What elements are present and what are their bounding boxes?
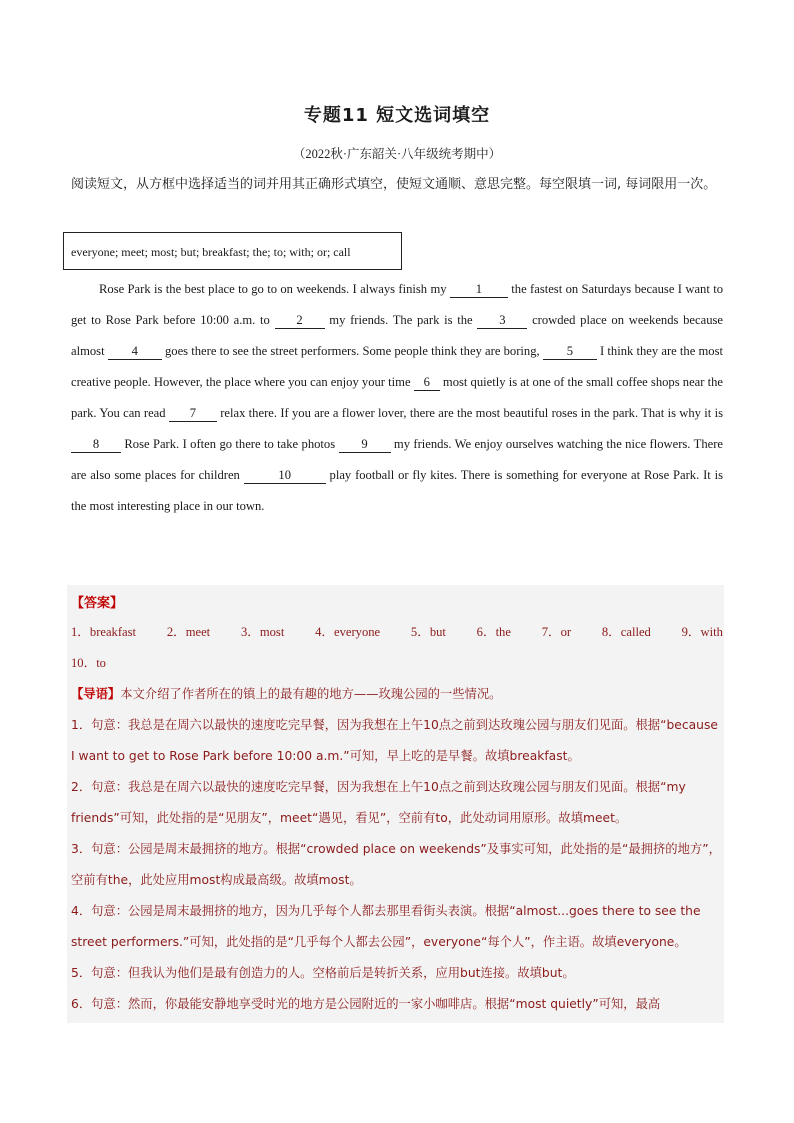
passage-text: crowded place on weekends because almost xyxy=(71,313,723,358)
word-box: everyone; meet; most; but; breakfast; the; to; with; or; call xyxy=(63,232,402,270)
passage-text: my friends. The park is the xyxy=(324,313,478,327)
answer-item: 8．called xyxy=(601,625,651,639)
passage-text: my friends. We enjoy ourselves watching the nice flowers. There are also some places for children xyxy=(71,437,723,482)
blank-10: 10 xyxy=(244,468,326,484)
passage-text: Rose Park is the best place to go to on weekends. I always finish my xyxy=(99,282,450,296)
instructions: 阅读短文，从方框中选择适当的词并用其正确形式填空，使短文通顺、意思完整。每空限填一词, 每词限用一次。 xyxy=(71,177,717,192)
guide-intro-line xyxy=(71,679,723,710)
guide-label: 【导语】 xyxy=(71,687,121,701)
answer-item: 5．but xyxy=(410,625,446,639)
blank-8: 8 xyxy=(71,437,121,453)
guide-intro: 本文介绍了作者所在的镇上的最有趣的地方——玫瑰公园的一些情况。 xyxy=(120,687,502,701)
guide-explanation: 2．句意：我总是在周六以最快的速度吃完早餐，因为我想在上午10点之前到达玫瑰公园与朋友们见面。根据“my friends”可知，此处指的是“见朋友”，meet“遇见，看见”，空前有to，此处动词用原形。故填meet。 xyxy=(71,780,686,825)
answer-heading: 【答案】 xyxy=(71,596,124,611)
blank-1: 1 xyxy=(450,282,508,298)
answer-item: 9．with xyxy=(681,625,723,639)
guide-explanation: 4．句意：公园是周末最拥挤的地方，因为几乎每个人都去那里看街头表演。根据“almost...goes there to see the street performers.”可知，此处指的是“几乎每个人都去公园”，everyone“每个人”，作主语。故填everyone。 xyxy=(71,904,701,949)
source-subtitle: （2022秋·广东韶关·八年级统考期中） xyxy=(292,147,502,161)
blank-3: 3 xyxy=(477,313,527,329)
answer-item: 4．everyone xyxy=(315,625,381,639)
guide-explanation: 6．句意：然而，你最能安静地享受时光的地方是公园附近的一家小咖啡店。根据“most quietly”可知，最高 xyxy=(71,997,661,1011)
passage-text: relax there. If you are a flower lover, there are the most beautiful roses in the park. That is why it is xyxy=(216,406,723,420)
answer-item: 7．or xyxy=(541,625,572,639)
passage xyxy=(71,274,723,522)
guide-explanation: 3．句意：公园是周末最拥挤的地方。根据“crowded place on weekends”及事实可知，此处指的是“最拥挤的地方”，空前有the，此处应用most构成最高级。故填most。 xyxy=(71,842,721,887)
blank-5: 5 xyxy=(543,344,597,360)
answer-item: 10．to xyxy=(71,656,106,670)
blank-2: 2 xyxy=(275,313,325,329)
guide-explanation: 1．句意：我总是在周六以最快的速度吃完早餐，因为我想在上午10点之前到达玫瑰公园与朋友们见面。根据“because I want to get to Rose Park before 10:00 a.m.”可知，早上吃的是早餐。故填breakfast。 xyxy=(71,718,718,763)
passage-text: I think they are the most creative people. However, the place where you can enjoy your time xyxy=(71,344,723,389)
answer-item: 1．breakfast xyxy=(71,625,137,639)
blank-7: 7 xyxy=(169,406,217,422)
guide-explanation: 5．句意：但我认为他们是最有创造力的人。空格前后是转折关系，应用but连接。故填but。 xyxy=(71,966,575,980)
blank-9: 9 xyxy=(339,437,391,453)
passage-text: most quietly is at one of the small coffee shops near the park. You can read xyxy=(71,375,724,420)
blank-6: 6 xyxy=(414,375,440,391)
answer-item: 3．most xyxy=(240,625,285,639)
answer-item: 6．the xyxy=(476,625,511,639)
passage-text: the fastest on Saturdays because I want to get to Rose Park before 10:00 a.m. to xyxy=(71,282,723,327)
blank-4: 4 xyxy=(108,344,162,360)
passage-text: play football or fly kites. There is something for everyone at Rose Park. It is the most interesting place in our town. xyxy=(71,468,723,513)
passage-text: goes there to see the street performers. Some people think they are boring, xyxy=(161,344,543,358)
answer-item: 2．meet xyxy=(166,625,211,639)
passage-text: Rose Park. I often go there to take photos xyxy=(121,437,339,451)
guide-section xyxy=(71,679,723,1020)
page-title: 专题11 短文选词填空 xyxy=(303,105,491,126)
answer-list xyxy=(71,617,723,679)
